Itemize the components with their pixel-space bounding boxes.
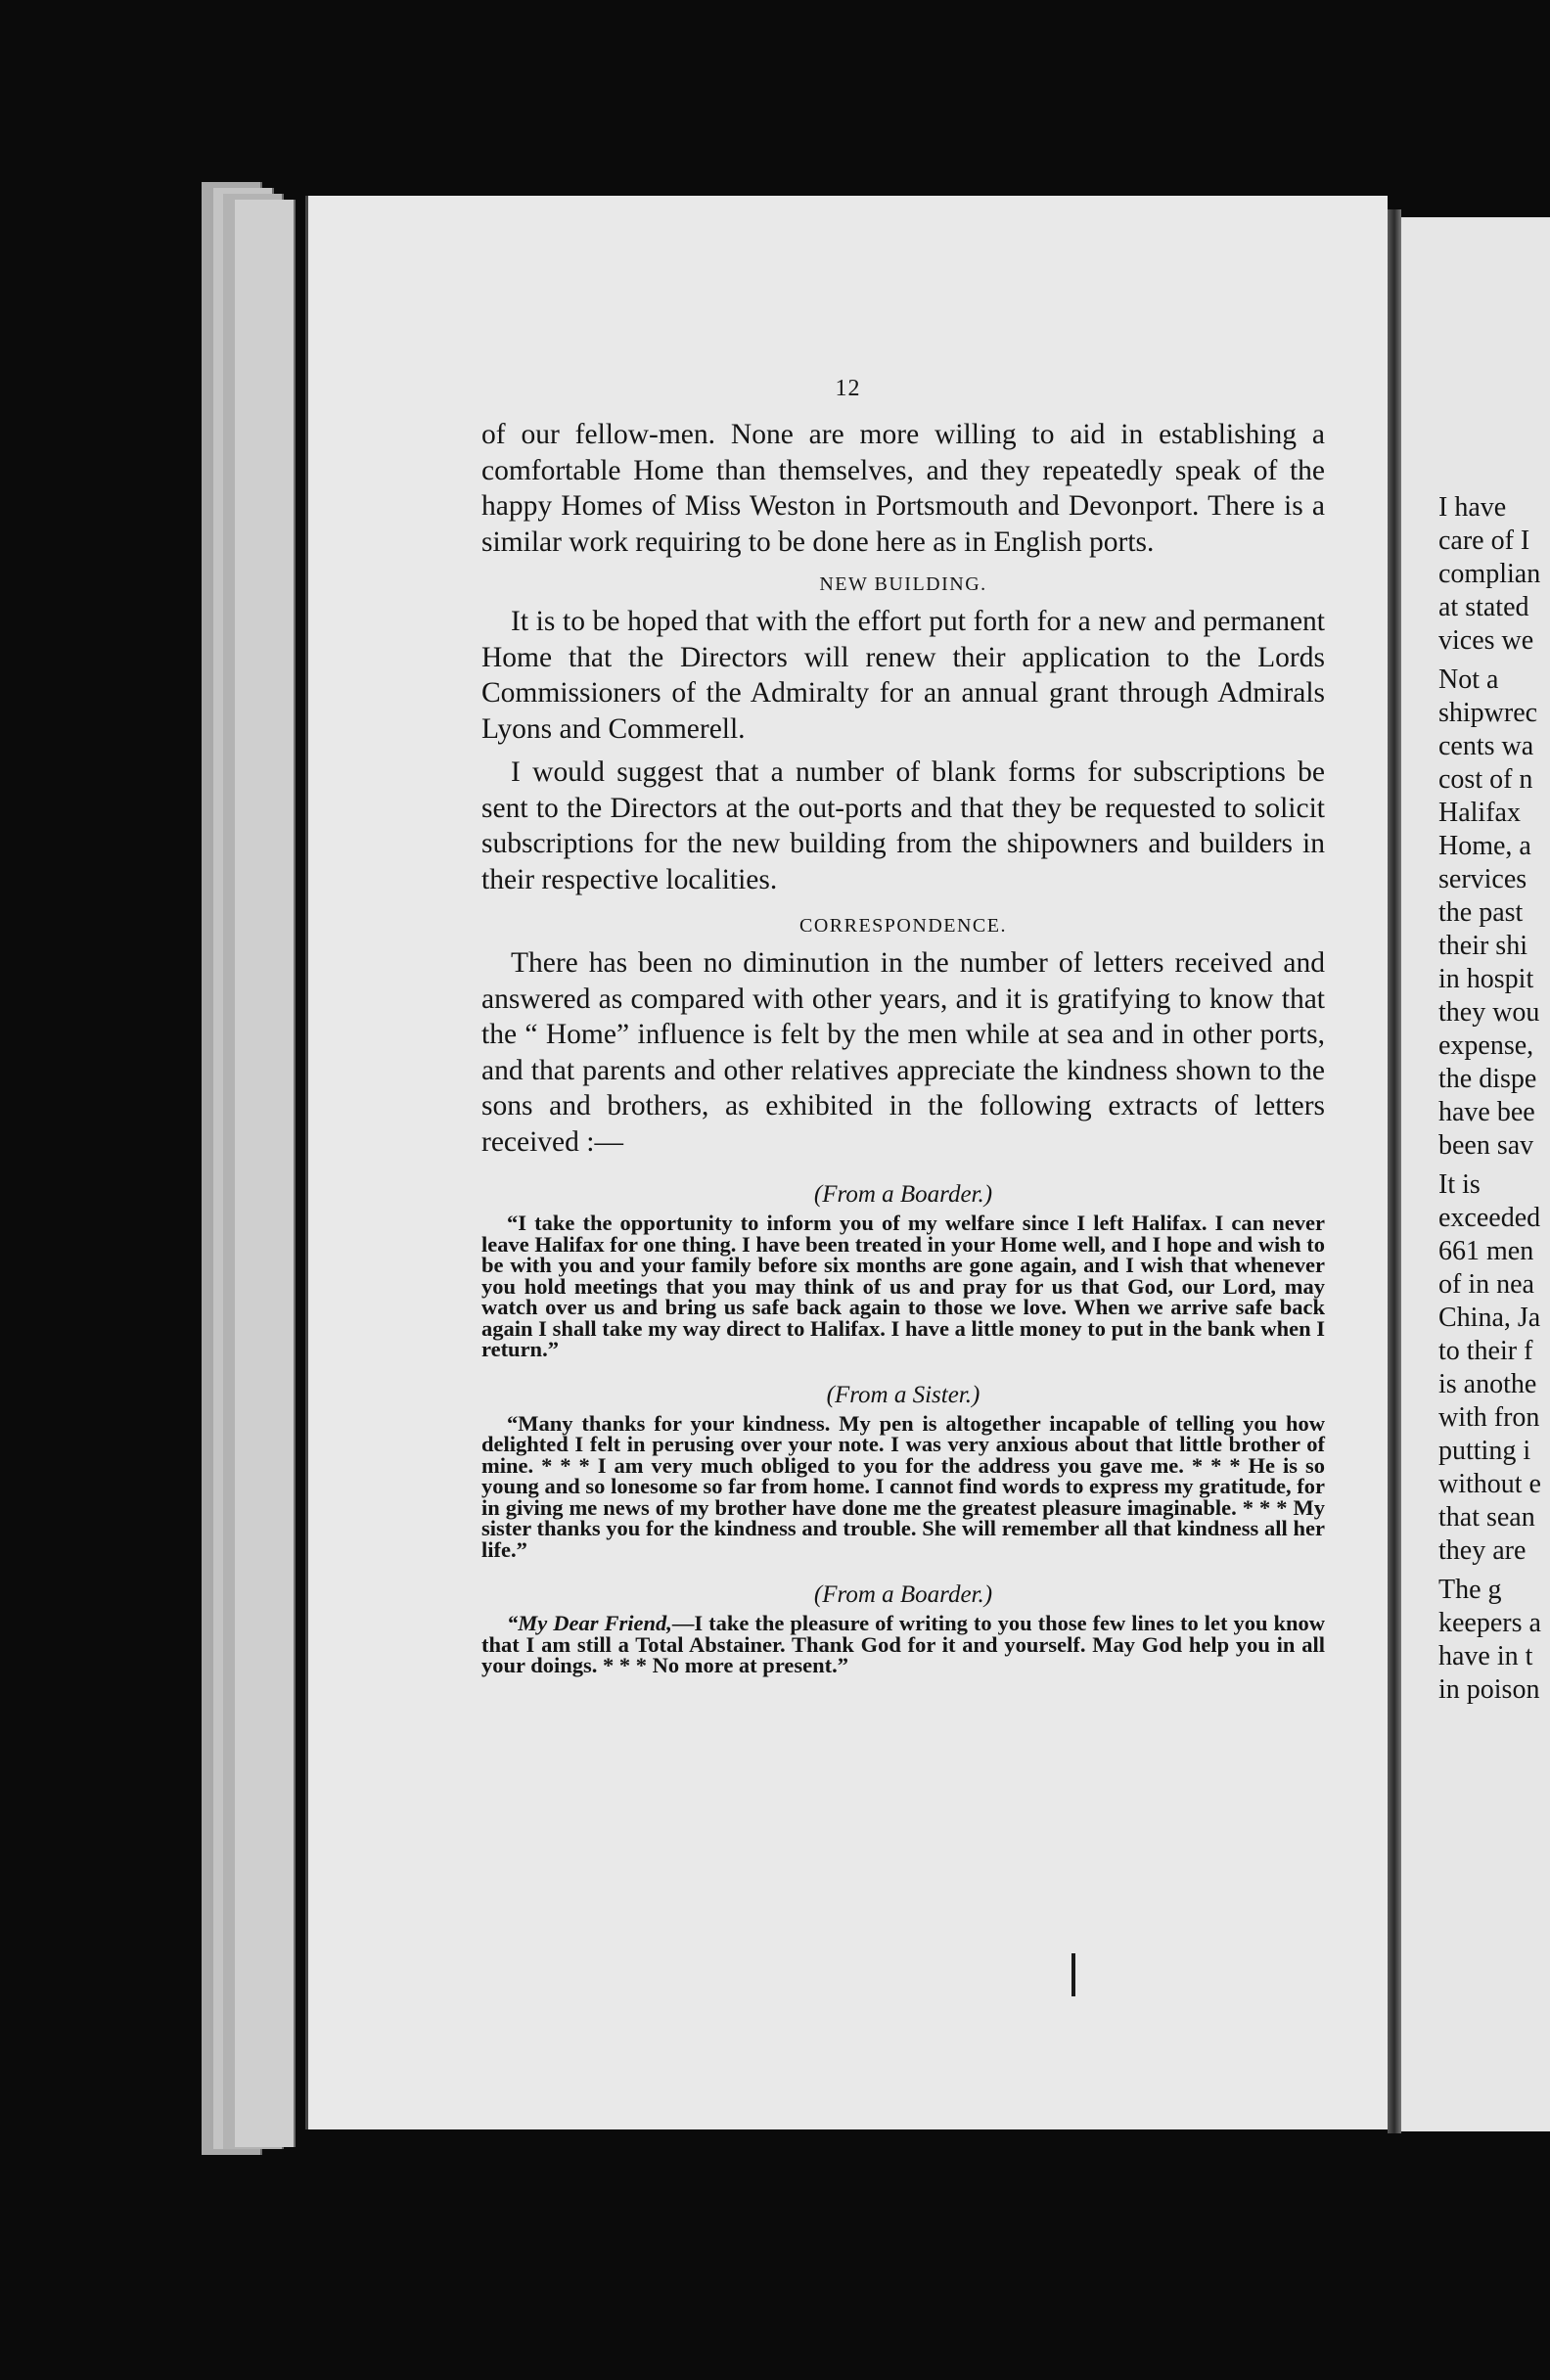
facing-page-line: keepers a xyxy=(1438,1608,1541,1638)
page-content xyxy=(481,417,1325,1676)
facing-page-line: in hospit xyxy=(1438,964,1534,994)
facing-page xyxy=(1401,217,1550,2131)
section-heading-new-building: NEW BUILDING. xyxy=(819,573,987,595)
facing-page-line: I have xyxy=(1438,492,1507,523)
facing-page-line: they wou xyxy=(1438,997,1540,1028)
letter-source: (From a Boarder.) xyxy=(813,1181,993,1208)
facing-page-line: their shi xyxy=(1438,931,1527,961)
page-number: 12 xyxy=(835,376,861,401)
facing-page-line: the dispe xyxy=(1438,1064,1537,1094)
facing-page-line: cost of n xyxy=(1438,764,1533,795)
paragraph-correspondence: There has been no diminution in the number of letters received and answered as compared with other years, and it is gratifying to know that the “ Home” influence is felt by the men while at sea and in other ports, and that parents and other relatives appreciate the kindness shown to the sons and brothers, as exhibited in the following extracts of letters received :— xyxy=(481,947,1325,1158)
facing-page-line: exceeded xyxy=(1438,1203,1541,1233)
ink-mark xyxy=(1071,1953,1075,1996)
letter-text xyxy=(481,1613,1325,1676)
facing-page-line: the past xyxy=(1438,897,1524,928)
paragraph-new-building-1: It is to be hoped that with the effort put forth for a new and permanent Home that the Directors will renew their application to the Lords Commissioners of the Admiralty for an annual grant through Admirals Lyons and Commerell. xyxy=(481,606,1325,745)
facing-page-line: The g xyxy=(1438,1575,1502,1605)
facing-page-line: vices we xyxy=(1438,625,1534,656)
letter-text: “Many thanks for your kindness. My pen is altogether incapable of telling you how delighted I felt in perusing over your note. I was very anxious about that little brother of mine. * * * I am very much obliged to you for the address you gave me. * * * He is so young and so lonesome so far from home. I cannot find words to express my gratitude, for in giving me news of my brother have done me the greatest pleasure imaginable. * * * My sister thanks you for the kindness and trouble. She will remember all that kindness all her life.” xyxy=(481,1410,1325,1562)
letter-source: (From a Sister.) xyxy=(826,1381,980,1408)
facing-page-line: to their f xyxy=(1438,1336,1533,1366)
facing-page-line: that sean xyxy=(1438,1502,1535,1533)
page-edge xyxy=(235,200,296,2147)
facing-page-line: services xyxy=(1438,864,1527,894)
facing-page-line: is anothe xyxy=(1438,1369,1537,1399)
facing-page-line: It is xyxy=(1438,1169,1481,1200)
facing-page-line: of in nea xyxy=(1438,1269,1534,1300)
facing-page-line: putting i xyxy=(1438,1436,1531,1466)
facing-page-line: Not a xyxy=(1438,664,1499,695)
facing-page-line: Halifax xyxy=(1438,798,1521,828)
facing-page-line: in poison xyxy=(1438,1674,1540,1705)
facing-page-line: shipwrec xyxy=(1438,698,1538,728)
section-heading-correspondence: CORRESPONDENCE. xyxy=(799,915,1007,937)
facing-page-line: cents wa xyxy=(1438,731,1534,761)
opening-paragraph: of our fellow-men. None are more willing to aid in establishing a comfortable Home than themselves, and they repeatedly speak of the happy Homes of Miss Weston in Portsmouth and Devonport. There is a similar work requiring to be done here as in English ports. xyxy=(481,419,1325,558)
facing-page-line: 661 men xyxy=(1438,1236,1534,1266)
facing-page-line: at stated xyxy=(1438,592,1529,622)
facing-page-line: they are xyxy=(1438,1535,1527,1566)
letter-source: (From a Boarder.) xyxy=(813,1581,993,1608)
facing-page-line: without e xyxy=(1438,1469,1541,1499)
letter-body: —I take the pleasure of writing to you those few lines to let you know that I am still a Total Abstainer. Thank God for it and yourself. May God help you in all your doings. * * * No more at present.” xyxy=(481,1611,1326,1677)
facing-page-line: with fron xyxy=(1438,1402,1540,1433)
facing-page-line: China, Ja xyxy=(1438,1303,1541,1333)
letter-salutation: “My Dear Friend, xyxy=(507,1611,672,1635)
book-gutter xyxy=(1388,209,1401,2133)
facing-page-line: have in t xyxy=(1438,1641,1533,1671)
left-page xyxy=(305,196,1388,2129)
paragraph-new-building-2: I would suggest that a number of blank forms for subscriptions be sent to the Directors at the out-ports and that they be requested to solicit subscriptions for the new building from the shipowners and builders in their respective localities. xyxy=(481,756,1325,895)
facing-page-line: care of I xyxy=(1438,526,1530,556)
facing-page-line: complian xyxy=(1438,559,1541,589)
facing-page-line: expense, xyxy=(1438,1030,1534,1061)
facing-page-line: been sav xyxy=(1438,1130,1534,1161)
letter-text: “I take the opportunity to inform you of my welfare since I left Halifax. I can never leave Halifax for one thing. I have been treated in your Home well, and I hope and wish to be with you and your family before six months are gone again, and I wish that whenever you hold meetings that you may think of us and pray for us that God, our Lord, may watch over us and bring us safe back again to those we love. When we arrive safe back again I shall take my way direct to Halifax. I have a little money to put in the bank when I return.” xyxy=(481,1211,1325,1361)
facing-page-line: have bee xyxy=(1438,1097,1535,1127)
facing-page-line: Home, a xyxy=(1438,831,1531,861)
